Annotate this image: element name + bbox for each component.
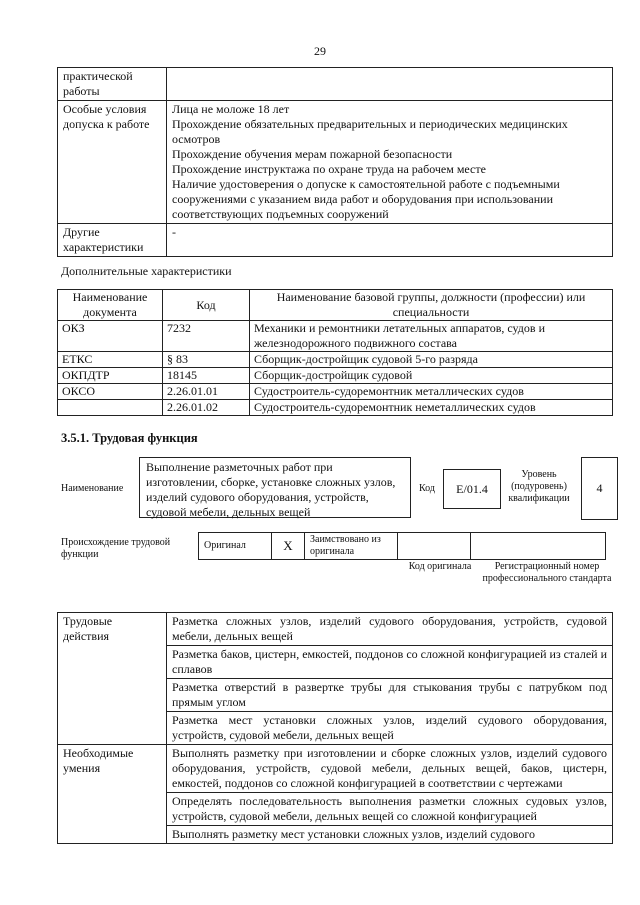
- cell-doc: ОКСО: [58, 384, 163, 400]
- cell-doc: ЕТКС: [58, 352, 163, 368]
- orig-code-label: Код оригинала: [408, 561, 472, 572]
- cell-name: Механики и ремонтники летательных аппаратов, судов и железнодорожного подвижного состава: [250, 321, 613, 352]
- row-label: практической работы: [58, 68, 167, 101]
- table-row: [58, 101, 613, 224]
- origin-label: Происхождение трудовой функции: [61, 537, 171, 560]
- cell-code: 18145: [163, 368, 250, 384]
- name-label: Наименование: [61, 483, 124, 494]
- group-label: Необходимые умения: [58, 745, 167, 844]
- header-name: Наименование базовой группы, должности (профессии) или специальности: [250, 290, 613, 321]
- list-item: Выполнять разметку мест установки сложных узлов, изделий судового: [167, 826, 613, 844]
- header-code: Код: [163, 290, 250, 321]
- row-label: Особые условия допуска к работе: [58, 101, 167, 224]
- value-line: Прохождение обязательных предварительных и периодических медицинских осмотров: [172, 117, 568, 146]
- cell-name: Судостроитель-судоремонтник неметаллических судов: [250, 400, 613, 416]
- table-row: [58, 745, 613, 793]
- header-doc: Наименование документа: [58, 290, 163, 321]
- original-mark: X: [272, 533, 305, 560]
- code-label: Код: [419, 483, 435, 494]
- table-row: [58, 384, 613, 400]
- orig-code-cell: [398, 533, 471, 560]
- value-line: Лица не моложе 18 лет: [172, 102, 290, 116]
- level-label: Уровень (подуровень) квалификации: [508, 469, 570, 504]
- table-row: [199, 533, 606, 560]
- function-name: Выполнение разметочных работ при изготовлении, сборке, установке сложных узлов, изделий судового оборудования, устройств, судовой мебели, дельных вещей: [139, 457, 411, 518]
- row-value: [167, 68, 613, 101]
- table-row: [58, 400, 613, 416]
- table-row: [58, 368, 613, 384]
- borrowed-label: Заимствовано из оригинала: [305, 533, 398, 560]
- qualification-level: 4: [581, 457, 618, 520]
- additional-title: Дополнительные характеристики: [61, 264, 232, 278]
- cell-name: Сборщик-достройщик судовой: [250, 368, 613, 384]
- cell-doc: ОКЗ: [58, 321, 163, 352]
- page-number: 29: [314, 44, 326, 58]
- reg-number-label: Регистрационный номер профессионального стандарта: [482, 561, 612, 584]
- cell-name: Сборщик-достройщик судовой 5-го разряда: [250, 352, 613, 368]
- value-line: Наличие удостоверения о допуске к самостоятельной работе с подъемными сооружениями с указанием вида работ и оборудования при использовании соответствующих подъемных сооружений: [172, 177, 560, 221]
- labor-table: [57, 612, 613, 844]
- list-item: Разметка мест установки сложных узлов, изделий судового оборудования, устройств, судовой мебели, дельных вещей: [167, 712, 613, 745]
- original-label: Оригинал: [199, 533, 272, 560]
- table-row: [58, 613, 613, 646]
- conditions-table: [57, 67, 613, 257]
- list-item: Разметка отверстий в развертке трубы для стыкования трубы с патрубком под прямым углом: [167, 679, 613, 712]
- value-line: Прохождение инструктажа по охране труда на рабочем месте: [172, 162, 486, 176]
- cell-code: § 83: [163, 352, 250, 368]
- row-label: Другие характеристики: [58, 224, 167, 257]
- additional-table: [57, 289, 613, 416]
- table-header-row: [58, 290, 613, 321]
- table-row: [58, 224, 613, 257]
- row-value: [167, 101, 613, 224]
- cell-code: 7232: [163, 321, 250, 352]
- value-line: Прохождение обучения мерам пожарной безопасности: [172, 147, 453, 161]
- row-value: -: [167, 224, 613, 257]
- cell-doc: ОКПДТР: [58, 368, 163, 384]
- cell-code: 2.26.01.01: [163, 384, 250, 400]
- list-item: Разметка сложных узлов, изделий судового оборудования, устройств, судовой мебели, дельных вещей: [167, 613, 613, 646]
- list-item: Разметка баков, цистерн, емкостей, поддонов со сложной конфигурацией из сталей и сплавов: [167, 646, 613, 679]
- group-label: Трудовые действия: [58, 613, 167, 745]
- function-code: E/01.4: [443, 469, 501, 509]
- list-item: Выполнять разметку при изготовлении и сборке сложных узлов, изделий судового оборудования, устройств, судовой мебели, дельных вещей, баков, цистерн, емкостей, поддонов со сложной конфигурацией в соответствии с чертежами: [167, 745, 613, 793]
- table-row: [58, 321, 613, 352]
- reg-number-cell: [471, 533, 606, 560]
- table-row: [58, 352, 613, 368]
- cell-doc: [58, 400, 163, 416]
- section-title: 3.5.1. Трудовая функция: [61, 431, 198, 445]
- cell-code: 2.26.01.02: [163, 400, 250, 416]
- table-row: [58, 68, 613, 101]
- cell-name: Судостроитель-судоремонтник металлических судов: [250, 384, 613, 400]
- origin-table: [198, 532, 606, 560]
- list-item: Определять последовательность выполнения разметки сложных судовых узлов, устройств, судовой мебели, дельных вещей со сложной конфигурацией: [167, 793, 613, 826]
